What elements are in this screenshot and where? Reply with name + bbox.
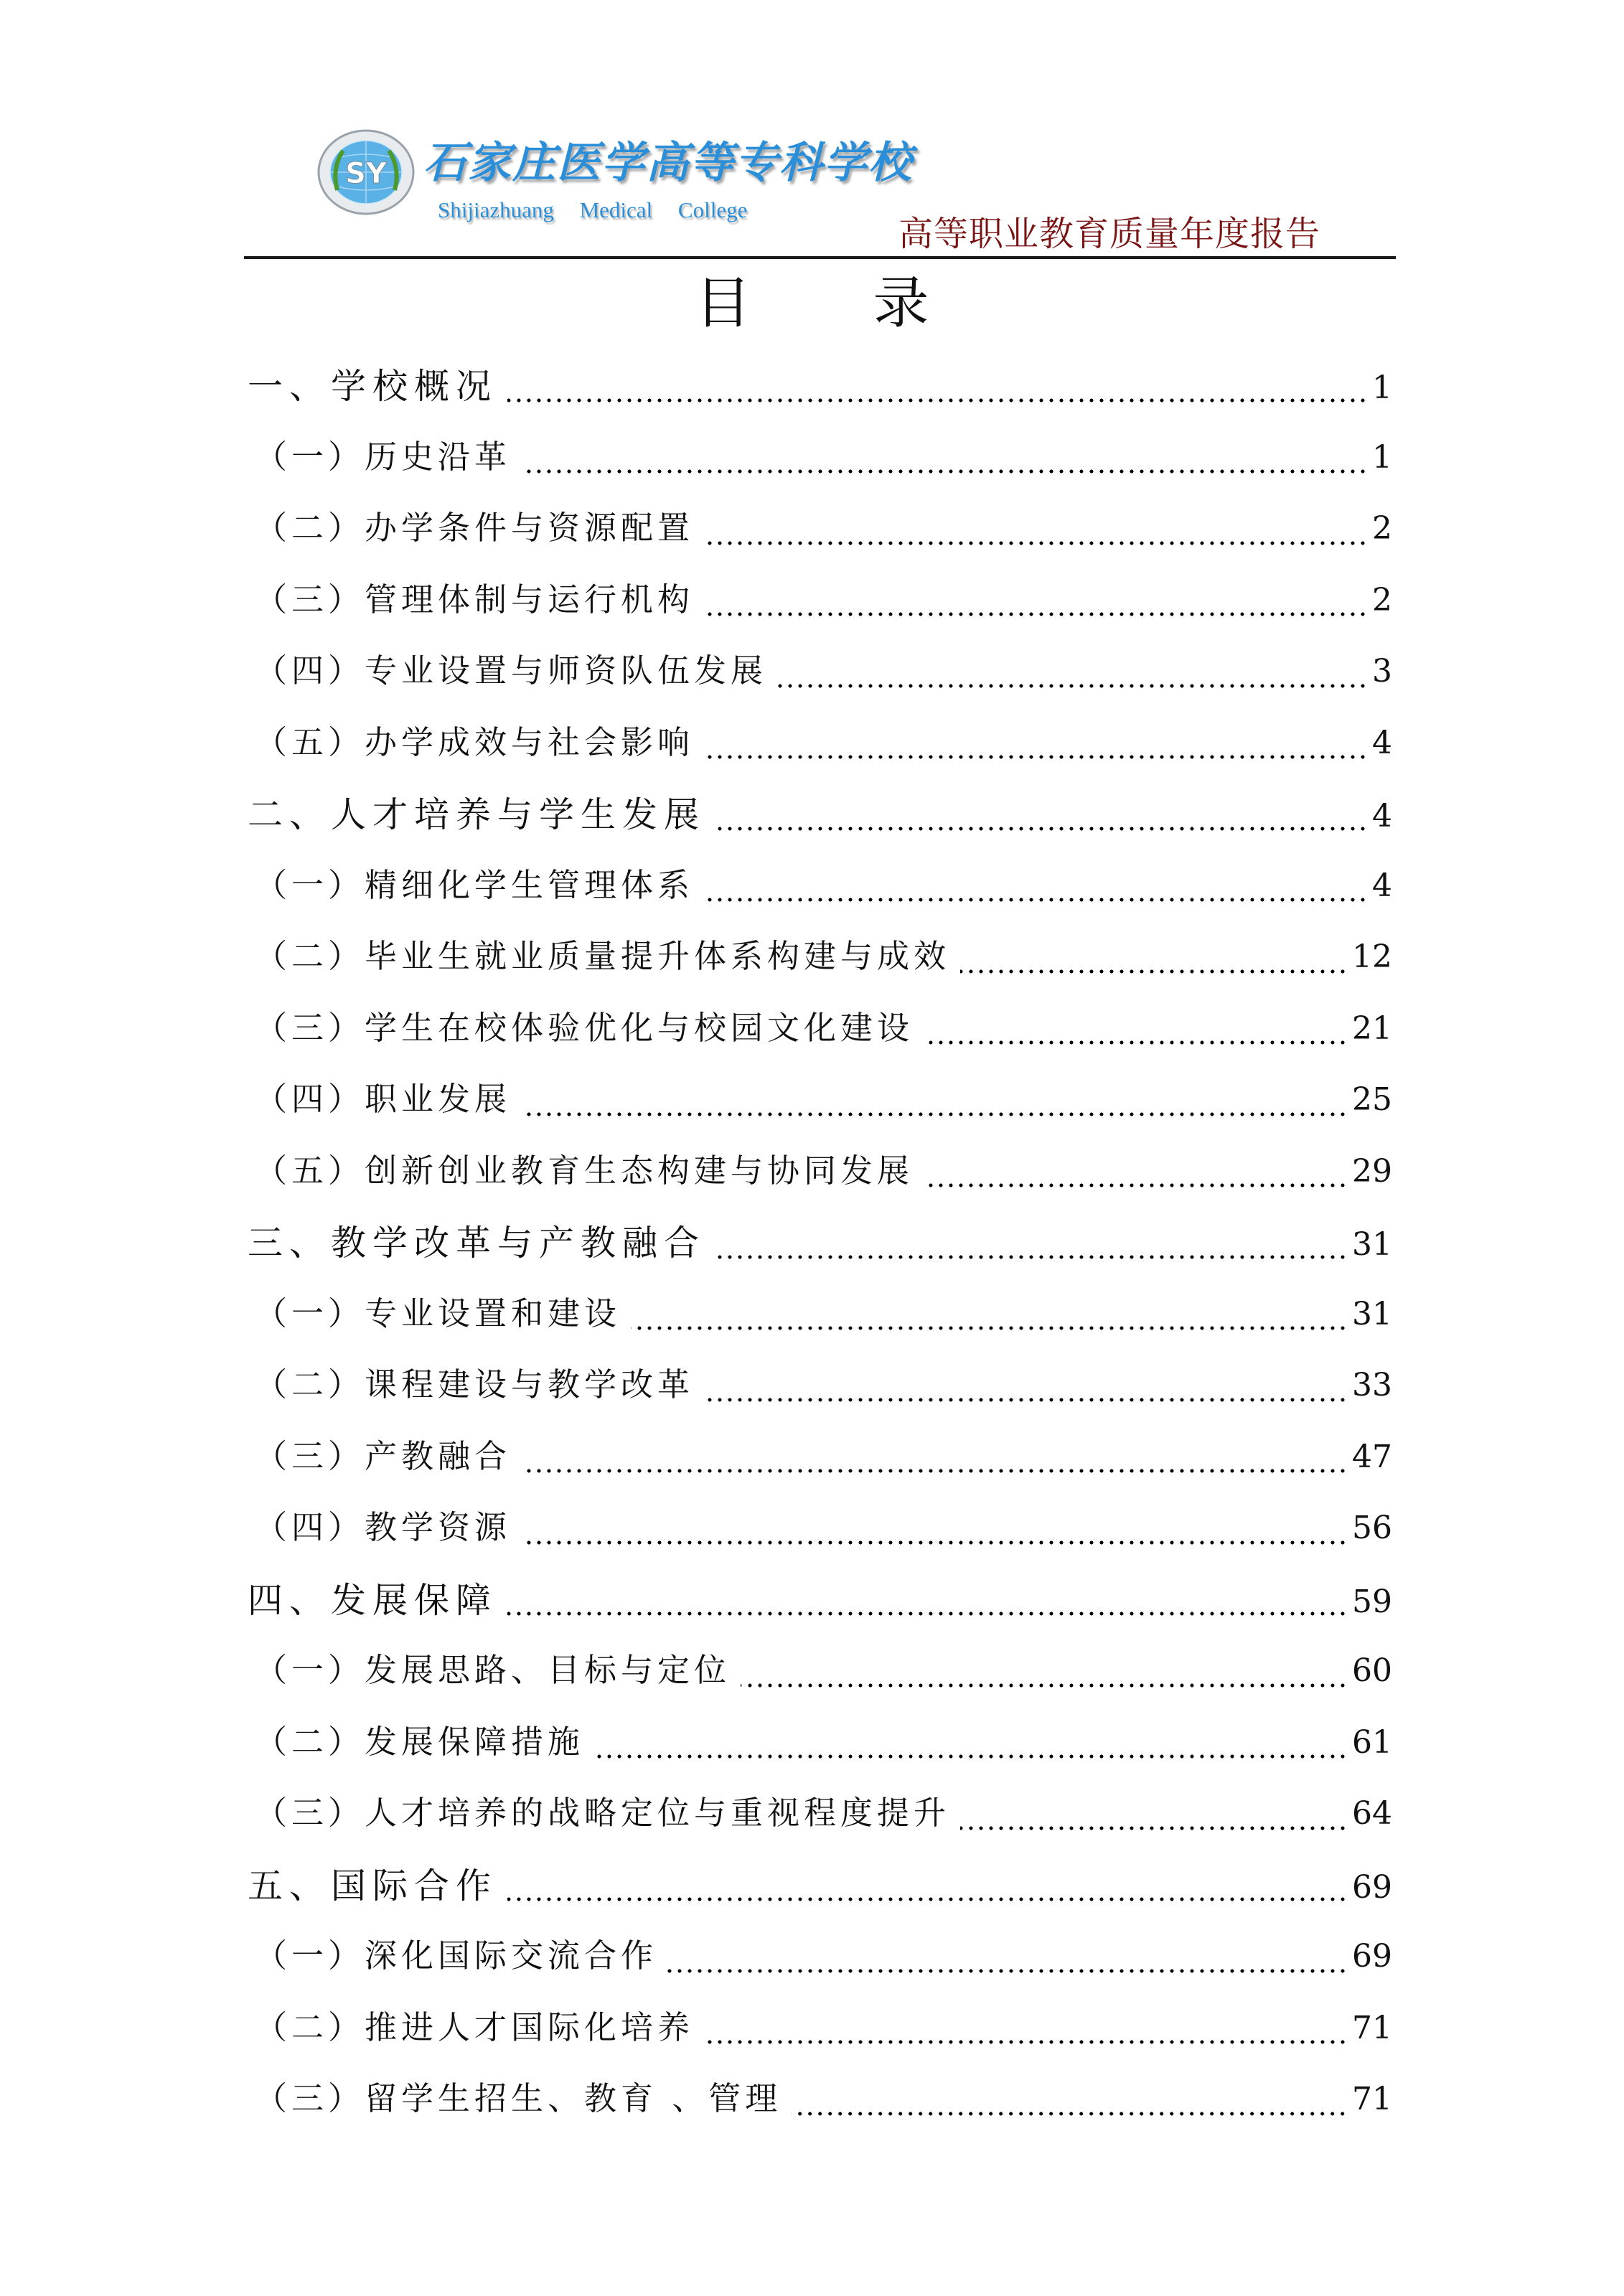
toc-entry-label: （三）人才培养的战略定位与重视程度提升: [255, 1794, 951, 1832]
toc-entry-label: （一）精细化学生管理体系: [255, 865, 695, 904]
toc-subsection-entry[interactable]: [248, 2001, 1392, 2073]
dot-leader: [715, 827, 1368, 831]
toc-page-number: 61: [1352, 1723, 1392, 1761]
toc-title-char: 目: [695, 271, 751, 336]
toc-section-entry[interactable]: [248, 1215, 1392, 1287]
svg-text:SY: SY: [345, 157, 387, 190]
dot-leader: [704, 541, 1368, 545]
toc-entry-label: （三）管理体制与运行机构: [255, 580, 695, 618]
toc-page-number: 60: [1352, 1652, 1392, 1689]
toc-entry-label: （四）专业设置与师资队伍发展: [255, 651, 768, 690]
toc-page-number: 2: [1372, 581, 1392, 618]
dot-leader: [715, 1255, 1348, 1259]
toc-section-entry[interactable]: [248, 359, 1392, 430]
toc-page-number: 64: [1352, 1795, 1392, 1832]
toc-page-number: 29: [1352, 1152, 1392, 1190]
toc-page-number: 69: [1352, 1868, 1392, 1906]
toc-page-number: 2: [1372, 510, 1392, 547]
toc-page-number: 1: [1372, 370, 1392, 406]
toc-entry-label: （一）发展思路、目标与定位: [255, 1651, 731, 1689]
dot-leader: [741, 1683, 1348, 1688]
toc-page-number: 12: [1352, 938, 1392, 975]
dot-leader: [521, 1540, 1348, 1545]
toc-page-number: 4: [1372, 798, 1392, 834]
dot-leader: [924, 1183, 1348, 1187]
dot-leader: [960, 969, 1348, 974]
toc-subsection-entry[interactable]: [248, 1287, 1392, 1359]
toc-title-char: 录: [873, 271, 929, 336]
toc-entry-label: 一、学校概况: [248, 366, 498, 407]
toc-subsection-entry[interactable]: [248, 573, 1392, 645]
toc-page-number: 4: [1372, 867, 1392, 904]
toc-section-entry[interactable]: [248, 1573, 1392, 1645]
toc-subsection-entry[interactable]: [248, 1144, 1392, 1216]
toc-entry-label: （二）推进人才国际化培养: [255, 2008, 695, 2046]
toc-subsection-entry[interactable]: [248, 502, 1392, 573]
toc-subsection-entry[interactable]: [248, 1002, 1392, 1073]
toc-entry-label: （三）留学生招生、教育 、管理: [255, 2079, 782, 2117]
toc-page-number: 33: [1352, 1367, 1392, 1403]
dot-leader: [777, 684, 1368, 688]
toc-page-number: 1: [1372, 438, 1392, 476]
toc-page-number: 31: [1352, 1295, 1392, 1332]
dot-leader: [521, 1112, 1348, 1116]
school-logo: [316, 126, 913, 233]
dot-leader: [507, 398, 1368, 403]
toc-page-number: 25: [1352, 1081, 1392, 1118]
toc-title: [0, 271, 1624, 336]
toc-entry-label: （一）深化国际交流合作: [255, 1937, 658, 1975]
toc-entry-label: （一）专业设置和建设: [255, 1294, 621, 1332]
toc-entry-label: 五、国际合作: [248, 1865, 498, 1906]
toc-entry-label: （一）历史沿革: [255, 437, 512, 476]
dot-leader: [960, 1826, 1348, 1830]
toc-entry-label: （二）毕业生就业质量提升体系构建与成效: [255, 937, 951, 975]
toc-subsection-entry[interactable]: [248, 930, 1392, 1002]
toc-entry-label: （二）课程建设与教学改革: [255, 1365, 695, 1403]
dot-leader: [594, 1754, 1348, 1759]
toc-subsection-entry[interactable]: [248, 1787, 1392, 1858]
dot-leader: [667, 1969, 1348, 1973]
toc-entry-label: （三）学生在校体验优化与校园文化建设: [255, 1008, 914, 1047]
toc-subsection-entry[interactable]: [248, 1073, 1392, 1144]
school-emblem-icon: [316, 126, 423, 219]
toc-subsection-entry[interactable]: [248, 1716, 1392, 1787]
dot-leader: [704, 1398, 1348, 1402]
toc-page-number: 3: [1372, 653, 1392, 690]
school-name-en: Shijiazhuang Medical College: [438, 197, 748, 222]
dot-leader: [792, 2112, 1348, 2116]
toc-entry-label: （四）职业发展: [255, 1080, 512, 1118]
toc-entry-label: （五）创新创业教育生态构建与协同发展: [255, 1151, 914, 1190]
toc-entry-label: （二）发展保障措施: [255, 1722, 585, 1761]
toc-section-entry[interactable]: [248, 787, 1392, 859]
dot-leader: [521, 1469, 1348, 1473]
dot-leader: [704, 612, 1368, 616]
toc-entry-label: 四、发展保障: [248, 1579, 498, 1621]
dot-leader: [507, 1897, 1348, 1901]
table-of-contents: [248, 359, 1392, 2144]
toc-subsection-entry[interactable]: [248, 1501, 1392, 1573]
toc-subsection-entry[interactable]: [248, 1929, 1392, 2001]
toc-entry-label: （二）办学条件与资源配置: [255, 509, 695, 547]
toc-subsection-entry[interactable]: [248, 1430, 1392, 1502]
dot-leader: [704, 2040, 1348, 2044]
toc-subsection-entry[interactable]: [248, 1358, 1392, 1430]
toc-entry-label: （三）产教融合: [255, 1436, 512, 1475]
toc-entry-label: （四）教学资源: [255, 1508, 512, 1546]
toc-page-number: 47: [1352, 1438, 1392, 1475]
toc-entry-label: 三、教学改革与产教融合: [248, 1223, 706, 1264]
toc-page-number: 59: [1352, 1583, 1392, 1620]
toc-entry-label: （五）办学成效与社会影响: [255, 723, 695, 761]
header-divider: [244, 256, 1396, 259]
page-header: [244, 108, 1396, 262]
dot-leader: [521, 469, 1368, 474]
toc-subsection-entry[interactable]: [248, 859, 1392, 931]
report-title: 高等职业教育质量年度报告: [898, 214, 1320, 254]
toc-page-number: 4: [1372, 724, 1392, 761]
dot-leader: [704, 755, 1368, 759]
dot-leader: [924, 1040, 1348, 1045]
school-name-cn: 石家庄医学高等专科学校: [423, 138, 913, 188]
toc-page-number: 31: [1352, 1226, 1392, 1263]
toc-subsection-entry[interactable]: [248, 716, 1392, 788]
toc-page-number: 21: [1352, 1010, 1392, 1047]
toc-subsection-entry[interactable]: [248, 1644, 1392, 1716]
toc-subsection-entry[interactable]: [248, 2072, 1392, 2144]
toc-page-number: 71: [1352, 2081, 1392, 2117]
toc-subsection-entry[interactable]: [248, 644, 1392, 716]
toc-section-entry[interactable]: [248, 1858, 1392, 1930]
dot-leader: [507, 1612, 1348, 1616]
dot-leader: [631, 1326, 1348, 1330]
toc-subsection-entry[interactable]: [248, 430, 1392, 502]
toc-entry-label: 二、人才培养与学生发展: [248, 794, 706, 835]
toc-page-number: 56: [1352, 1510, 1392, 1546]
dot-leader: [704, 898, 1368, 902]
toc-page-number: 69: [1352, 1938, 1392, 1975]
toc-page-number: 71: [1352, 2009, 1392, 2046]
